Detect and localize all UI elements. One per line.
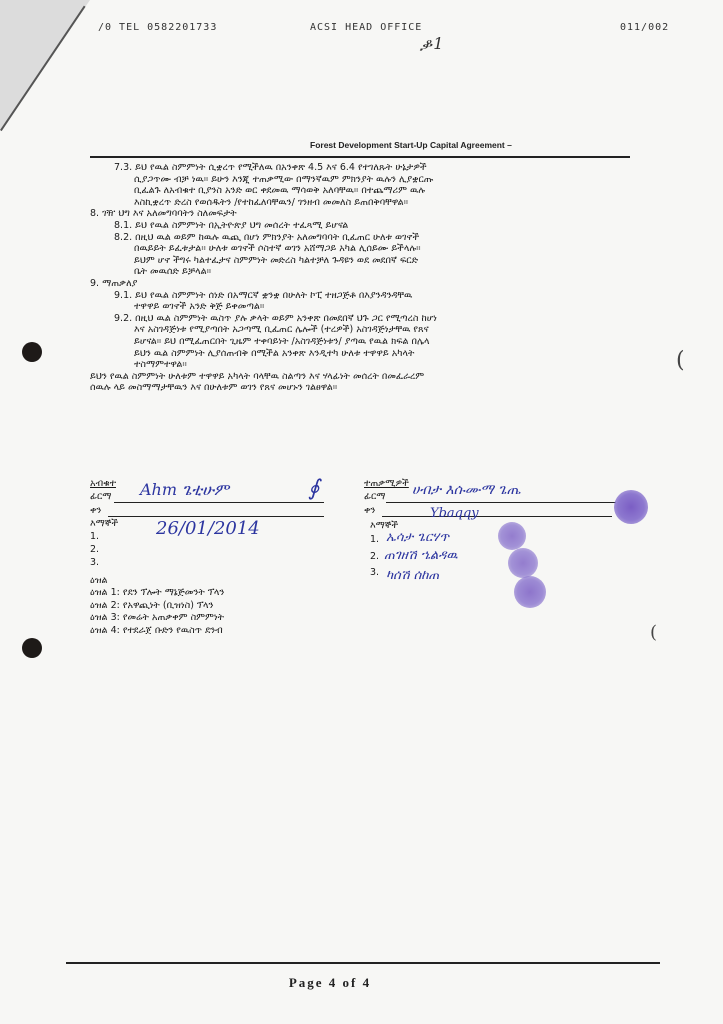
agreement-line: 9.1. ይህ የዉል ስምምነት ሰነድ በአማርኛ ቋንቋ በሁለት ኮፒ ተዘጋጅቶ በእያንዳንዳቸዉ [114,289,413,301]
agreement-line: ይሆናል። ይህ በሚፈጠርበት ጊዜም ተቀባይነት /አስገዳጅነቱን/ ያጣዉ የዉል ክፍል በሌላ [134,335,430,347]
right-signature-line [386,502,616,503]
agreement-line: ይህን ዉል ስምምነት ሊያሰጠብቅ በሚችል አንቀጽ እንዲተካ ሁለቱ ተዋዋይ አካላት [134,347,415,359]
annex-item: ዕዝል 2: የአዋጪነት (ቢዝነስ) ፕላን [90,599,214,611]
right-signature-label: ፊርማ [364,491,386,502]
right-witness-1-signature: ኤሳታ ጌርሃጥ [386,530,450,545]
document-title: Forest Development Start-Up Capital Agreement – [310,140,512,150]
left-date-label: ቀን [90,505,102,516]
left-witness-1: 1. [90,531,100,542]
thumbprint-1 [498,522,526,550]
agreement-line: 8. ገዥ ህግ እና አለመግባባትን ስለመፍታት [90,208,237,220]
annex-list [90,575,224,637]
agreement-line: ይህን የዉል ስምምነት ሁለቱም ተዋዋይ አካላት ባላቸዉ ስልጣን እና ሃላፊነት መሰረት በመፈራረም [90,370,425,382]
footer-divider [66,962,660,964]
annex-item: ዕዝል 1: የደን ፕሎት ማኔጅመንት ፕላን [90,587,225,599]
fax-phone: /0 TEL 0582201733 [98,22,218,33]
annex-item: ዕዝል 4: የተደራጀ ቡድን የዉስጥ ደንብ [90,624,223,636]
agreement-line: 9.2. በዚህ ዉል ስምምነት ዉስጥ ያሉ ቃላት ወይም አንቀጽ በመደበኛ ህጉ ጋር የሚጣረስ ከሆነ [114,312,437,324]
punch-hole-top [22,342,42,362]
thumbprint-2 [508,548,538,578]
agreement-line: ተዋዋይ ወገኖች አንድ ቅጅ ይቀመጣል። [134,301,265,313]
agreement-line: ሲያጋጥሙ ብቻ ነዉ። ይሁን እንጂ ተጠቃሚው በማንኛዉም ምክንያት ዉሉን ሊያቋርጡ [134,173,434,185]
agreement-body [90,162,630,394]
page-footer: Page 4 of 4 [288,975,372,990]
handwritten-mark: ቇ1 [420,34,445,53]
right-witnesses-label: እማኞች [370,520,399,531]
right-date-label: ቀን [364,505,376,516]
fax-sender: ACSI HEAD OFFICE [310,22,423,33]
agreement-line: በዉይይት ይፈቱታል። ሁለቱ ወገኖች ሶስተኛ ወገን አሸማጋይ አካል ሊሰይሙ ይችላሉ። [134,243,421,255]
annex-heading: ዕዝል [90,575,108,586]
official-stamp [614,490,648,524]
left-witness-2: 2. [90,544,100,555]
right-signature: ሀብታ እሱሙማ ጌጤ [412,482,521,498]
left-witness-3: 3. [90,557,100,568]
right-date: Ybaqqy [430,506,479,521]
right-party-label: ተጠቃሚዎች [364,478,409,489]
thumbprint-3 [514,576,546,608]
left-date: 26/01/2014 [156,518,260,539]
agreement-line: 7.3. ይህ የዉል ስምምነት ሲቋረጥ የሚችለዉ በአንቀጽ 4.5 እና 6.4 የተገለጹት ሁኔታዎች [114,162,427,173]
right-witness-2-signature: ጠገዘሽ ኄልዳዉ [384,548,458,563]
agreement-line: ተስማምተዋል። [134,359,187,371]
title-divider [90,156,630,158]
right-witness-2: 2. [370,551,380,562]
fax-header [90,20,690,53]
left-witnesses-label: እማኞች [90,518,119,529]
right-date-line [382,516,612,517]
agreement-line: ቢፈልጉ ለአብቁተ ቢያንስ አንድ ወር ቀደመዉ ማሳወቅ አለባቸዉ። በተጨማሪም ዉሉ [134,185,426,197]
agreement-line: 9. ማጠቃለያ [90,277,138,289]
left-signature-label: ፊርማ [90,491,112,502]
left-signature-line [114,502,324,503]
agreement-line: እስኪቋረጥ ድረስ የወሰዱትን /የተከፈለባቸዉን/ ገንዘብ መመለስ ይጠበቅባቸዋል። [134,196,409,208]
signature-flourish: ∮ [308,476,320,501]
agreement-line: 8.1. ይህ የዉል ስምምነት በኢትዮጵያ ህግ መሰረት ተፈጻሚ ይሆናል [114,219,349,231]
left-signature: Ahm ጌቲሁም [140,480,229,499]
agreement-line: እና አስገዳጅነቱ የሚያጣበት አጋጣሚ ቢፈጠር ሌሎች (ተረዎች) አስገዳጅነታቸዉ የጸና [134,324,429,336]
right-witness-1: 1. [370,534,380,545]
agreement-line: ይህም ሆኖ ችግሩ ካልተፈታና ስምምነት መድረስ ካልተቻለ ጉዳዩን ወደ መደበኛ ፍርድ [134,254,419,266]
agreement-line: 8.2. በዚህ ዉል ወይም ከዉሉ ዉጪ በሆነ ምክንያት አለመግባባት ቢፈጠር ሁለቱ ወገኖች [114,231,420,243]
right-witness-3: 3. [370,567,380,578]
punch-hole-bottom [22,638,42,658]
left-date-line [108,516,324,517]
annex-item: ዕዝል 3: የመሬት አጠቃቀም ስምምነት [90,612,225,624]
right-witness-3-signature: ካሰሽ ሰከጠ [386,568,440,583]
agreement-line: ቤት መዉሰድ ይቻላል። [134,266,212,278]
agreement-line: ሰዉሉ ላይ መስማማታቸዉን እና በሁለቱም ወገን የጸና መሆኑን ገልፀዋል። [90,382,338,394]
margin-mark: ( [676,348,685,373]
left-party-label: አብቁተ [90,478,116,489]
margin-mark: ( [650,622,658,643]
fax-page-count: 011/002 [620,22,670,33]
